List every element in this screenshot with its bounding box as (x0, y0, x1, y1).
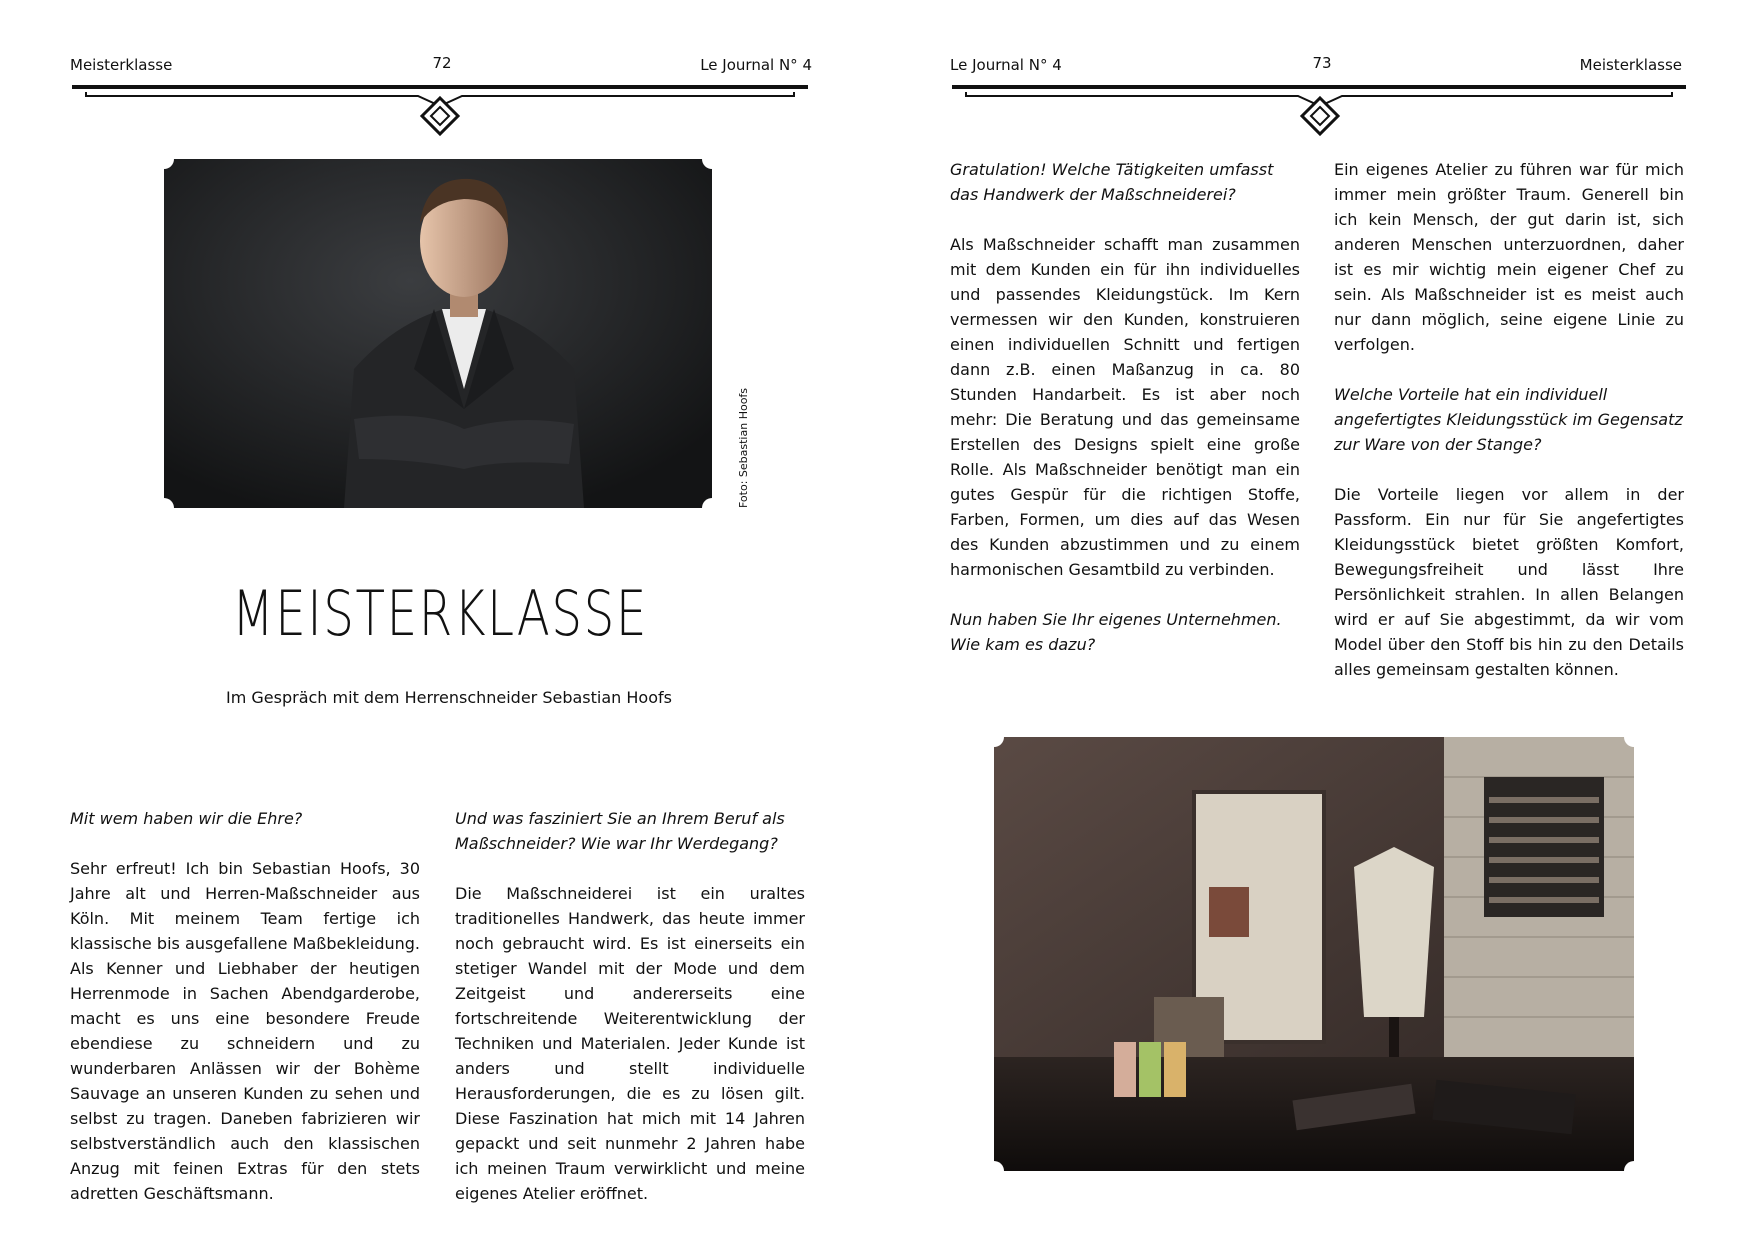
answer: Ein eigenes Atelier zu führen war für mich immer mein größter Traum. Generell bin ich kein Mensch, der gut darin ist, sich anderen Menschen unterzuordnen, daher ist es mir wichtig mein eigener Chef zu sein. Als Maßschneider ist es meist auch nur dann möglich, seine eigene Linie zu verfolgen. (1334, 160, 1684, 354)
right-page (874, 0, 1748, 1240)
atelier-photo (994, 737, 1634, 1171)
photo-credit: Foto: Sebastian Hoofs (737, 387, 750, 508)
question: Und was fasziniert Sie an Ihrem Beruf als Maßschneider? Wie war Ihr Werdegang? (455, 809, 785, 853)
answer: Sehr erfreut! Ich bin Sebastian Hoofs, 30 Jahre alt und Herren-Maßschneider aus Köln. Mit meinem Team fertige ich klassische bis ausgefallene Maßbekleidung. Als Kenner und Liebhaber der heutigen Herrenmode in Sachen Abendgarderobe, macht es uns eine besondere Freude ebendiese zu schneidern und zu wunderbaren Anlässen wir der Bohème Sauvage an unseren Kunden zu sehen und selbst zu tragen. Daneben fabrizieren wir selbstverständlich auch den klassischen Anzug mit feinen Extras für den stets adretten Geschäftsmann. (70, 859, 420, 1203)
page-title: MEISTERKLASSE (232, 577, 649, 650)
header-journal: Le Journal N° 4 (950, 56, 1062, 74)
left-column-1 (70, 806, 420, 1231)
answer: Als Maßschneider schafft man zusammen mit dem Kunden ein für ihn individuelles und passendes Kleidungstück. Im Kern vermessen wir den Kunden, konstruieren einen individuellen Schnitt und fertigen dann z.B. einen Maßanzug in ca. 80 Stunden Handarbeit. Es ist aber noch mehr: Die Beratung und das gemeinsame Erstellen des Designs spielt eine große Rolle. Als Maßschneider benötigt man ein gutes Gespür für die richtigen Stoffe, Farben, Formen, um dies auf das Wesen des Kunden abzustimmen und zu einem harmonischen Gesamtbild zu verbinden. (950, 235, 1300, 579)
header-section: Meisterklasse (1579, 56, 1682, 74)
left-column-2 (455, 806, 805, 1231)
portrait-photo (164, 159, 712, 508)
page-number: 72 (432, 54, 452, 72)
right-column-2 (1334, 157, 1684, 707)
question: Gratulation! Welche Tätigkeiten umfasst das Handwerk der Maßschneiderei? (950, 160, 1274, 204)
right-column-1 (950, 157, 1300, 682)
header-journal: Le Journal N° 4 (700, 56, 812, 74)
header-section: Meisterklasse (70, 56, 173, 74)
header-ornament (0, 78, 874, 138)
question: Mit wem haben wir die Ehre? (70, 809, 303, 828)
question: Nun haben Sie Ihr eigenes Unternehmen. Wie kam es dazu? (950, 610, 1282, 654)
answer: Die Vorteile liegen vor allem in der Passform. Ein nur für Sie angefertigtes Kleidungsstück bietet größten Komfort, Bewegungsfreiheit und lässt Ihre Persönlichkeit strahlen. In allen Belangen wird er auf Sie abgestimmt, da wir vom Model über den Stoff bis hin zu den Details alles gemeinsam gestalten können. (1334, 485, 1684, 679)
page-number: 73 (1312, 54, 1332, 72)
answer: Die Maßschneiderei ist ein uraltes traditionelles Handwerk, das heute immer noch gebraucht wird. Es ist einerseits ein stetiger Wandel mit der Mode und dem Zeitgeist und andererseits eine fortschreitende Weiterentwicklung der Techniken und Materialen. Jeder Kunde ist anders und stellt individuelle Herausforderungen, die es zu lösen gilt. Diese Faszination hat mich mit 14 Jahren gepackt und seit nunmehr 2 Jahren habe ich meinen Traum verwirklicht und meine eigenes Atelier eröffnet. (455, 884, 805, 1203)
header-ornament (874, 78, 1748, 138)
question: Welche Vorteile hat ein individuell angefertigtes Kleidungsstück im Gegensatz zur Ware von der Stange? (1334, 385, 1683, 454)
page-subtitle: Im Gespräch mit dem Herrenschneider Sebastian Hoofs (226, 688, 672, 707)
